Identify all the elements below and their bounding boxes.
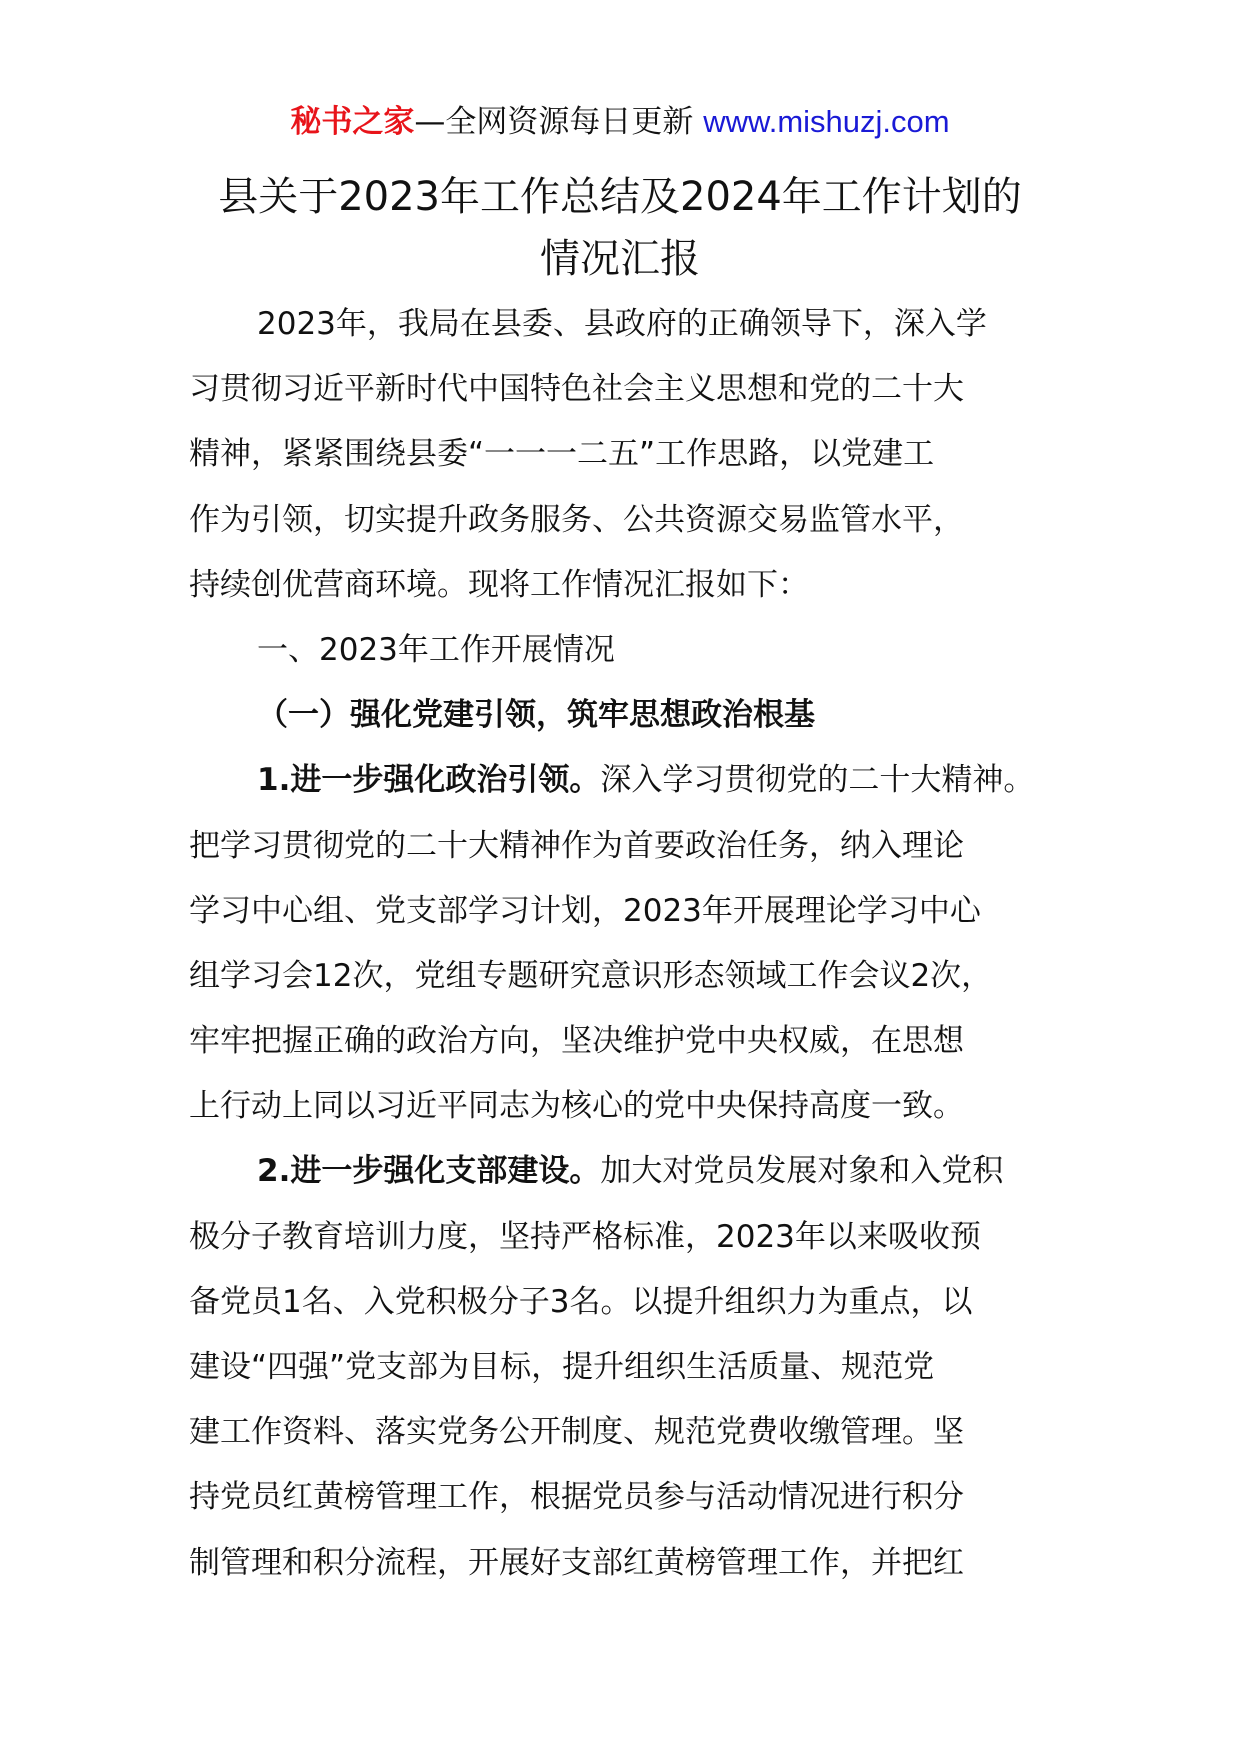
paragraph-line: 持续创优营商环境。现将工作情况汇报如下：: [189, 566, 809, 603]
subsection-heading: （一）强化党建引领，筑牢思想政治根基: [257, 697, 815, 734]
section-heading: 一、2023年工作开展情况: [257, 631, 615, 668]
item-1-first-line-rest: 深入学习贯彻党的二十大精神。: [600, 762, 1035, 799]
paragraph-line: 建设“四强”党支部为目标，提升组织生活质量、规范党: [189, 1349, 935, 1385]
item-2-first-line: [189, 1139, 1069, 1204]
paragraph-line: 持党员红黄榜管理工作，根据党员参与活动情况进行积分: [189, 1479, 964, 1516]
paragraph-line: 把学习贯彻党的二十大精神作为首要政治任务，纳入理论: [189, 827, 964, 864]
site-url[interactable]: www.mishuzj.com: [703, 104, 950, 139]
paragraph-line: 习贯彻习近平新时代中国特色社会主义思想和党的二十大: [189, 371, 964, 408]
title-line-2: 情况汇报: [540, 236, 700, 282]
paragraph-line: 备党员1名、入党积极分子3名。以提升组织力为重点，以: [189, 1283, 973, 1320]
paragraph-line: 组学习会12次，党组专题研究意识形态领域工作会议2次，: [189, 957, 993, 994]
brand-name: 秘书之家: [290, 104, 415, 140]
document-title: [0, 166, 1240, 290]
paragraph-line: 建工作资料、落实党务公开制度、规范党费收缴管理。坚: [189, 1414, 964, 1451]
item-2-lead: 2.进一步强化支部建设。: [257, 1153, 601, 1190]
document-body: [189, 292, 1069, 1596]
paragraph-line: 极分子教育培训力度，坚持严格标准，2023年以来吸收预: [189, 1218, 981, 1255]
item-1-first-line: [189, 748, 1069, 813]
item-1-lead: 1.进一步强化政治引领。: [257, 762, 601, 799]
paragraph-line: 学习中心组、党支部学习计划，2023年开展理论学习中心: [189, 892, 981, 929]
paragraph-line: 2023年，我局在县委、县政府的正确领导下，深入学: [257, 306, 987, 342]
item-2-first-line-rest: 加大对党员发展对象和入党积: [600, 1153, 1004, 1190]
paragraph-line: 制管理和积分流程，开展好支部红黄榜管理工作，并把红: [189, 1544, 964, 1581]
site-header: [0, 100, 1240, 144]
paragraph-line: 上行动上同以习近平同志为核心的党中央保持高度一致。: [189, 1088, 964, 1125]
paragraph-line: 作为引领，切实提升政务服务、公共资源交易监管水平，: [189, 501, 964, 538]
title-line-1: 县关于2023年工作总结及2024年工作计划的: [218, 174, 1022, 220]
header-tagline: —全网资源每日更新: [414, 104, 704, 140]
paragraph-line: 牢牢把握正确的政治方向，坚决维护党中央权威，在思想: [189, 1023, 964, 1060]
paragraph-line: 精神，紧紧围绕县委“一一一二五”工作思路，以党建工: [189, 436, 935, 473]
